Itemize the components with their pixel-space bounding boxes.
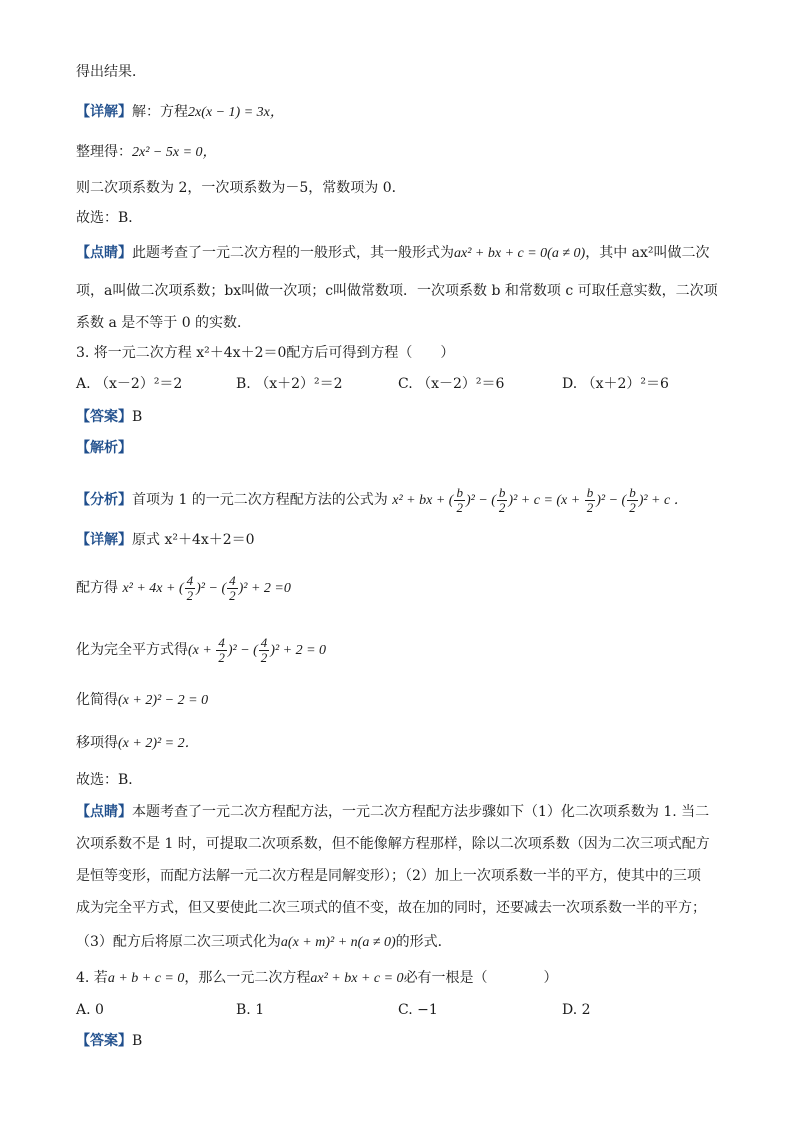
equation: ax² + bx + c = 0 — [310, 971, 404, 986]
text: 必有一根是（ ） — [403, 970, 558, 986]
completing-square-line — [76, 570, 291, 607]
text-line: 是恒等变形，而配方法解一元二次方程是同解变形）；（2）加上一次项系数一半的平方，使其中的三项 — [76, 868, 701, 884]
answer-line — [76, 407, 142, 427]
text-line: 成为完全平方式，但又要使此二次三项式的值不变，故在加的同时，还要减去一次项系数一半的平方； — [76, 900, 706, 916]
question-3: 3. 将一元二次方程 x²＋4x＋2＝0配方后可得到方程（ ） — [76, 345, 455, 361]
comment-line-2 — [76, 802, 709, 822]
text-line: 次项系数不是 1 时，可提取二次项系数，但不能像解方程那样，除以二次项系数（因为二次三项式配方 — [76, 836, 710, 852]
equation: (x + 2)² − 2 = 0 — [118, 693, 209, 708]
equation: (x + 2)² = 2． — [118, 736, 199, 751]
option-c: C. （x－2）²＝6 — [398, 376, 505, 392]
comment-line — [76, 243, 710, 264]
question-4 — [76, 968, 558, 989]
text-line: 则二次项系数为 2，一次项系数为－5，常数项为 0． — [76, 180, 406, 196]
option-b: B. 1 — [236, 1002, 265, 1018]
equation: 2x(x − 1) = 3x， — [188, 105, 284, 120]
text: ，那么一元二次方程 — [184, 970, 311, 986]
equation: a + b + c = 0 — [107, 971, 185, 986]
answer-line-2 — [76, 1031, 142, 1051]
option-b: B. （x＋2）²＝2 — [236, 376, 343, 392]
tag-analysis: 【解析】 — [76, 440, 132, 456]
text: 原式 x²＋4x＋2＝0 — [132, 532, 255, 548]
analysis-formula-line — [76, 482, 688, 519]
text: （3）配方后将原二次三项式化为 — [76, 934, 281, 950]
analysis-line — [76, 438, 132, 458]
equation: 2x² − 5x = 0， — [132, 145, 217, 160]
answer-value: B — [132, 1033, 143, 1049]
text-line: 故选：B． — [76, 210, 143, 226]
tag-answer-2: 【答案】 — [76, 1033, 132, 1049]
text-line — [76, 932, 452, 953]
tag-detail-2: 【详解】 — [76, 532, 132, 548]
option-a: A. （x－2）²＝2 — [76, 376, 183, 392]
text-line: 故选：B． — [76, 772, 143, 788]
text-line: 项，a叫做二次项系数；bx叫做一次项；c叫做常数项．一次项系数 b 和常数项 c 可取任意实数，二次项 — [76, 283, 718, 299]
tag-answer: 【答案】 — [76, 409, 132, 425]
transpose-line — [76, 733, 199, 754]
option-a: A. 0 — [76, 1002, 104, 1018]
perfect-square-line — [76, 632, 326, 669]
text: 4. 若 — [76, 970, 108, 986]
text: 整理得： — [76, 144, 132, 160]
simplify-line — [76, 690, 208, 711]
text: 移项得 — [76, 735, 118, 751]
tag-comment: 【点睛】 — [76, 245, 132, 261]
equation: ax² + bx + c = 0(a ≠ 0) — [454, 246, 586, 261]
equation: a(x + m)² + n(a ≠ 0) — [280, 935, 396, 950]
text-line: 系数 a 是不等于 0 的实数． — [76, 315, 252, 331]
text: 此题考查了一元二次方程的一般形式，其一般形式为 — [132, 245, 454, 261]
text: 化简得 — [76, 692, 118, 708]
answer-value: B — [132, 409, 143, 425]
tag-analysis-2: 【分析】 — [76, 492, 132, 508]
text: 首项为 1 的一元二次方程配方法的公式为 — [132, 492, 388, 508]
text: 本题考查了一元二次方程配方法，一元二次方程配方法步骤如下（1）化二次项系数为 1. 当二 — [132, 804, 710, 820]
text: 化为完全平方式得 — [76, 642, 188, 658]
tag-comment-2: 【点睛】 — [76, 804, 132, 820]
option-d: D. （x＋2）²＝6 — [562, 376, 669, 392]
text-line — [76, 142, 217, 163]
text: 解：方程 — [132, 104, 188, 120]
text: ，其中 ax²叫做二次 — [585, 245, 710, 261]
text: 的形式． — [395, 934, 452, 950]
formula: (x + $\frac{4}{2}$ )² − ( $\frac{4}{2}$ )² + 2 = 0 — [188, 635, 327, 666]
formula: x² + bx + ( $\frac{b}{2}$ )² − ( $\frac{b}{2}$ )² + c = (x + $\frac{b}{2}$ )² − ( $\frac{b}{2}$ )² + c ． — [392, 485, 688, 516]
text-line: 得出结果． — [76, 64, 146, 80]
option-c: C. −1 — [398, 1002, 438, 1018]
option-d: D. 2 — [562, 1002, 591, 1018]
detail-line-2 — [76, 530, 255, 550]
formula: x² + 4x + ( $\frac{4}{2}$ )² − ( $\frac{4}{2}$ )² + 2 =0 — [122, 573, 291, 604]
tag-detail: 【详解】 — [76, 104, 132, 120]
detail-line — [76, 102, 284, 123]
text: 配方得 — [76, 580, 118, 596]
